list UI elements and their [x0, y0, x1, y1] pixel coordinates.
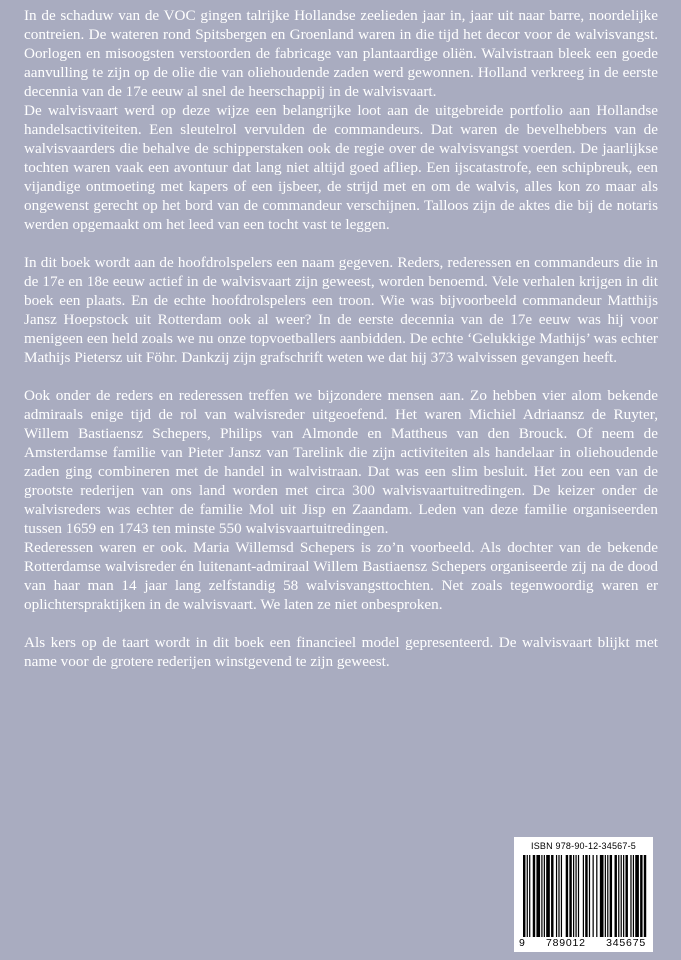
- barcode-bar: [583, 855, 584, 937]
- barcode-digits-left: 789012: [545, 937, 586, 949]
- back-cover-text: [24, 6, 658, 671]
- isbn-barcode-box: [514, 837, 653, 952]
- barcode-bar: [551, 855, 553, 937]
- barcode-bar: [566, 855, 568, 937]
- barcode-bar: [625, 855, 627, 937]
- barcode-bar: [623, 855, 624, 937]
- barcode-bar: [578, 855, 579, 937]
- barcode-bar: [544, 855, 545, 937]
- barcode-bar: [536, 855, 540, 937]
- barcode-bar: [640, 855, 642, 937]
- barcode-bar: [569, 855, 571, 937]
- barcode-bar: [541, 855, 542, 937]
- barcode-bar: [633, 855, 634, 937]
- barcode-digits: [519, 937, 648, 949]
- barcode-bar: [605, 855, 606, 937]
- barcode-bar: [593, 855, 594, 937]
- barcode-digits-right: 345675: [606, 937, 646, 949]
- barcode-bar: [573, 855, 574, 937]
- isbn-label: ISBN 978-90-12-34567-5: [531, 841, 636, 851]
- barcode-bar: [575, 855, 576, 937]
- barcode-bar: [596, 855, 597, 937]
- barcode-bar: [621, 855, 622, 937]
- barcode-bar: [558, 855, 559, 937]
- barcode-bar: [561, 855, 562, 937]
- barcode-bar: [607, 855, 608, 937]
- barcode-bar: [600, 855, 604, 937]
- barcode-bar: [589, 855, 590, 937]
- paragraph-3: In dit boek wordt aan de hoofdrolspelers een naam gegeven. Reders, rederessen en commandeurs die in de 17e en 18e eeuw actief in de walvisvaart zijn geweest, worden benoemd. Vele verhalen krijgen in dit boek een plaats. En de echte hoofdrolspelers een troon. Wie was bijvoorbeeld commandeur Matthijs Jansz Hoepstock uit Rotterdam ook al weer? In de eerste decennia van de 17e eeuw was hij voor menigeen een held zoals we nu onze topvoetballers aanbidden. De echte ‘Gelukkige Mathijs’ was echter Mathijs Pietersz uit Föhr. Dankzij zijn grafschrift weten we dat hij 373 walvissen gevangen heeft.: [24, 254, 658, 366]
- barcode-bar: [556, 855, 557, 937]
- barcode-bar: [529, 855, 530, 937]
- barcode-bar: [635, 855, 639, 937]
- barcode-bar: [644, 855, 646, 937]
- paragraph-5: Rederessen waren er ook. Maria Willemsd Schepers is zo’n voorbeeld. Als dochter van de bekende Rotterdamse walvisreder én luitenant-admiraal Willem Bastiaensz Schepers organiseerde zij na de dood van haar man 14 jaar lang zelfstandig 58 walvisvangsttochten. Net zoals tegenwoordig waren er oplichterspraktijken in de walvisvaart. We laten ze niet onbesproken.: [24, 539, 658, 613]
- paragraph-1: In de schaduw van de VOC gingen talrijke Hollandse zeelieden jaar in, jaar uit naar barre, noordelijke contreien. De wateren rond Spitsbergen en Groenland waren in die tijd het decor voor de walvisvangst. Oorlogen en misoogsten verstoorden de fabricage van plantaardige oliën. Walvistraan bleek een goede aanvulling te zijn op de olie die van oliehoudende zaden werd gewonnen. Holland verkreeg in de eerste decennia van de 17e eeuw al snel de heerschappij in de walvisvaart.: [24, 7, 658, 100]
- barcode-bars: [519, 855, 648, 937]
- paragraph-4: Ook onder de reders en rederessen treffen we bijzondere mensen aan. Zo hebben vier alom bekende admiraals enige tijd de rol van walvisreder uitgeoefend. Het waren Michiel Adriaansz de Ruyter, Willem Bastiaensz Schepers, Philips van Almonde en Mattheus van den Brouck. Of neem de Amsterdamse familie van Pieter Jansz van Tarelink die zijn activiteiten als handelaar in oliehoudende zaden ging combineren met de handel in walvistraan. Dat was een slim besluit. Het zou een van de grootste rederijen van ons land worden met circa 300 walvisvaartuitredingen. De keizer onder de walvisreders was echter de familie Mol uit Jisp en Zaandam. Leden van deze familie organiseerden tussen 1659 en 1743 ten minste 550 walvisvaartuitredingen.: [24, 387, 658, 537]
- barcode-bar: [523, 855, 525, 937]
- barcode-bar: [615, 855, 617, 937]
- paragraph-2: De walvisvaart werd op deze wijze een belangrijke loot aan de uitgebreide portfolio aan Hollandse handelsactiviteiten. Een sleutelrol vervulden de commandeurs. Dat waren de bevelhebbers van de walvisvaarders die behalve de schipperstaken ook de regie over de walvisvangst voerden. De jaarlijkse tochten waren vaak een avontuur dat lang niet altijd goed afliep. Een ijscatastrofe, een schipbreuk, een vijandige ontmoeting met kapers of een ijsbeer, de strijd met en om de walvis, alles kon zo maar als ongewenst gerecht op het bord van de commandeur verschijnen. Talloos zijn de aktes die bij de notaris werden opgemaakt om het leed van een tocht vast te leggen.: [24, 102, 658, 233]
- barcode-digit-lead: 9: [519, 937, 526, 949]
- barcode-bar: [618, 855, 619, 937]
- barcode-bar: [630, 855, 631, 937]
- barcode-bar: [585, 855, 587, 937]
- paragraph-6: Als kers op de taart wordt in dit boek een financieel model gepresenteerd. De walvisvaart blijkt met name voor de grotere rederijen winstgevend te zijn geweest.: [24, 634, 658, 670]
- barcode-bar: [533, 855, 535, 937]
- barcode-bar: [610, 855, 612, 937]
- barcode-bar: [546, 855, 550, 937]
- barcode-bar: [527, 855, 528, 937]
